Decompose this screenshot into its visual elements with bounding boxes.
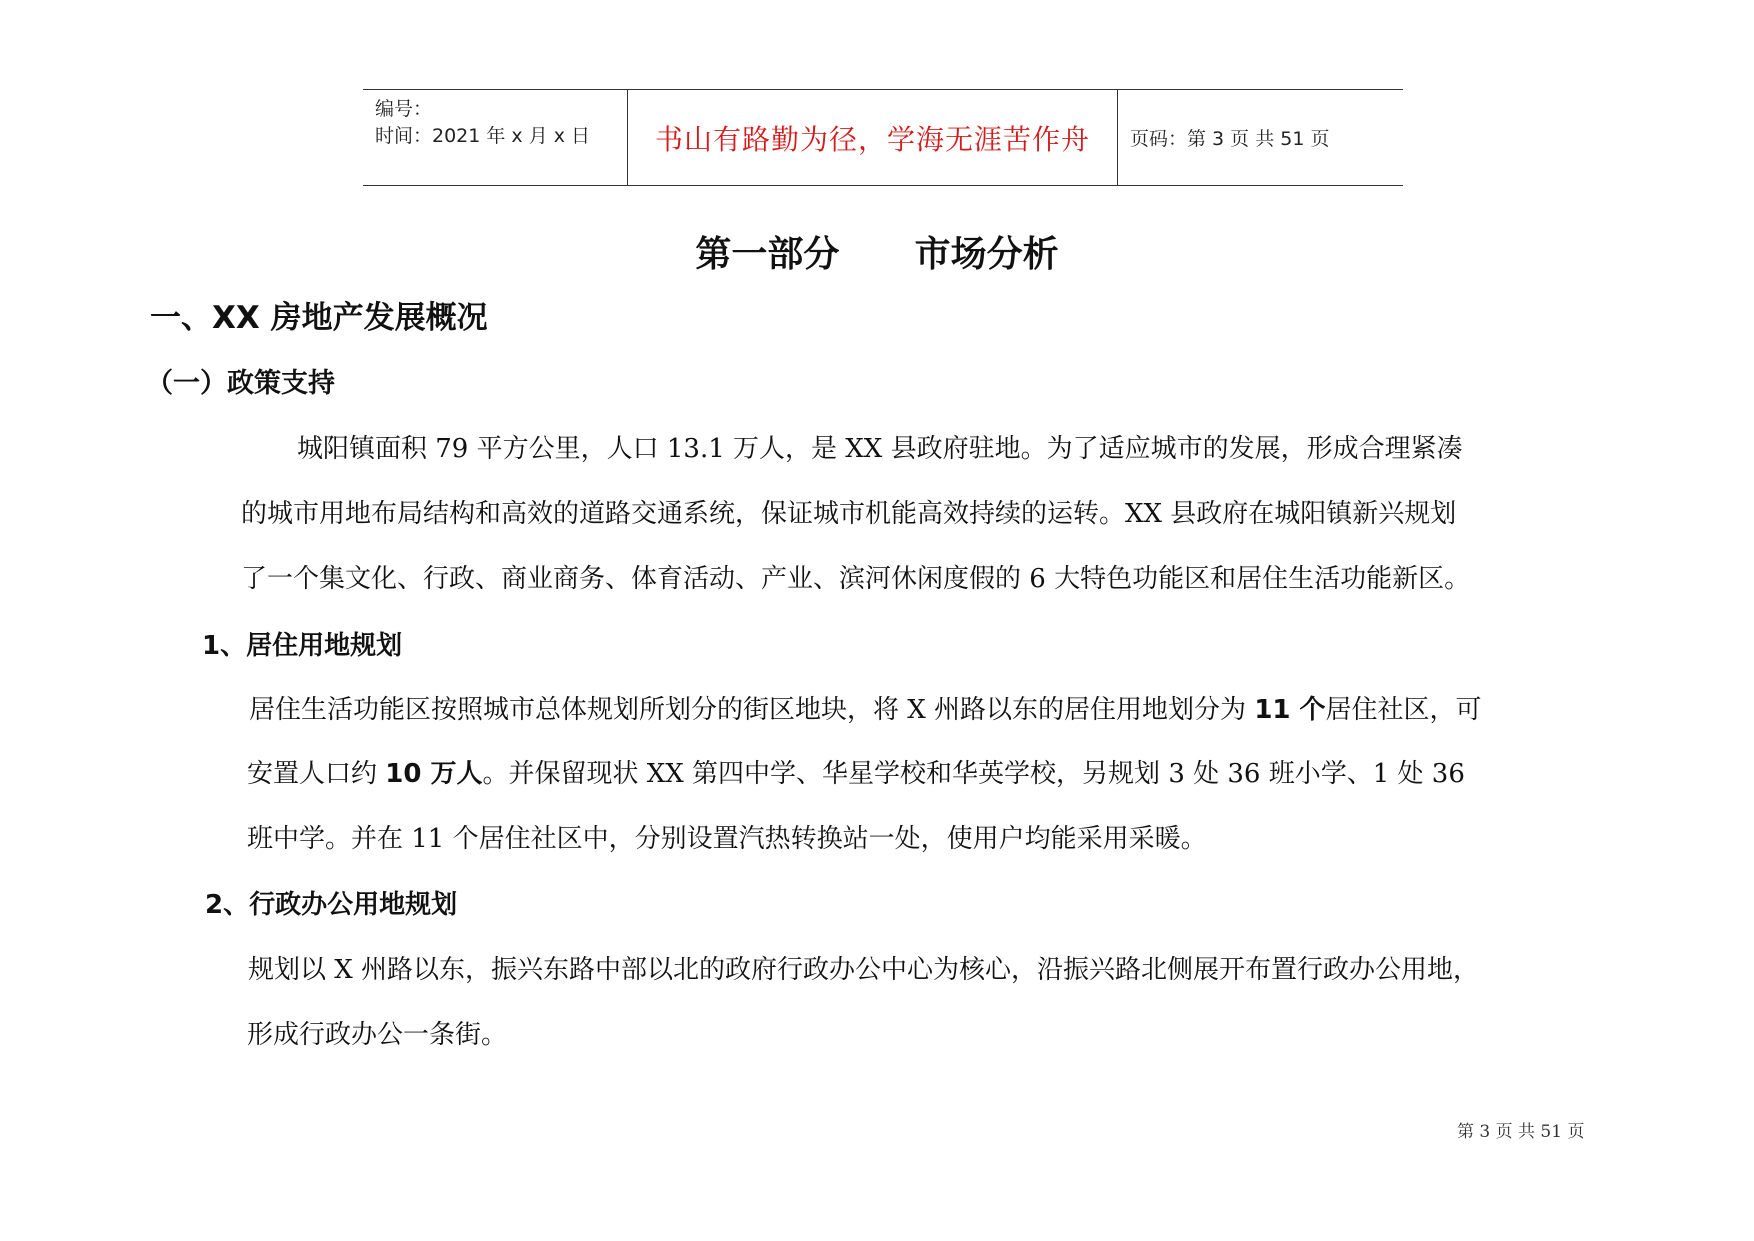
- paragraph-text: 安置人口约: [247, 759, 386, 789]
- paragraph-line: 班中学。并在 11 个居住社区中，分别设置汽热转换站一处，使用户均能采用采暖。: [247, 824, 1207, 854]
- paragraph-line: [247, 753, 1465, 790]
- emphasis-text: 10 万人: [385, 759, 483, 789]
- header-page-info: 页码：第 3 页 共 51 页: [1130, 128, 1330, 150]
- paragraph-line: [249, 689, 1482, 726]
- page-footer: 第 3 页 共 51 页: [1457, 1122, 1585, 1142]
- item-heading-residential: 1、居住用地规划: [202, 631, 403, 661]
- paragraph-line: 规划以 X 州路以东，振兴东路中部以北的政府行政办公中心为核心，沿振兴路北侧展开布置行政办公用地，: [248, 955, 1480, 985]
- paragraph-text: 居住社区，可: [1325, 695, 1482, 725]
- emphasis-text: 11 个: [1254, 695, 1326, 725]
- part-title: 第一部分 市场分析: [695, 234, 1059, 275]
- section-heading: 一、XX 房地产发展概况: [150, 300, 488, 336]
- paragraph-text: 居住生活功能区按照城市总体规划所划分的街区地块，将 X 州路以东的居住用地划分为: [249, 695, 1255, 725]
- document-number-label: 编号：: [375, 98, 433, 120]
- header-page-cell: [1118, 90, 1403, 185]
- document-time-label: 时间：2021 年 x 月 x 日: [375, 125, 591, 147]
- item-heading-administrative: 2、行政办公用地规划: [205, 890, 458, 920]
- subsection-heading: （一）政策支持: [146, 368, 335, 399]
- paragraph-line: 的城市用地布局结构和高效的道路交通系统，保证城市机能高效持续的运转。XX 县政府在城阳镇新兴规划: [241, 499, 1457, 529]
- header-motto: 书山有路勤为径，学海无涯苦作舟: [654, 122, 1090, 156]
- paragraph-line: 形成行政办公一条街。: [247, 1020, 508, 1050]
- paragraph-line: 城阳镇面积 79 平方公里，人口 13.1 万人，是 XX 县政府驻地。为了适应城市的发展，形成合理紧凑: [297, 434, 1463, 464]
- header-meta-cell: [363, 90, 628, 185]
- paragraph-line: 了一个集文化、行政、商业商务、体育活动、产业、滨河休闲度假的 6 大特色功能区和居住生活功能新区。: [241, 564, 1471, 594]
- paragraph-text: 。并保留现状 XX 第四中学、华星学校和华英学校，另规划 3 处 36 班小学、1 处 36: [482, 759, 1465, 789]
- document-header: [363, 89, 1403, 186]
- header-motto-cell: [628, 90, 1118, 185]
